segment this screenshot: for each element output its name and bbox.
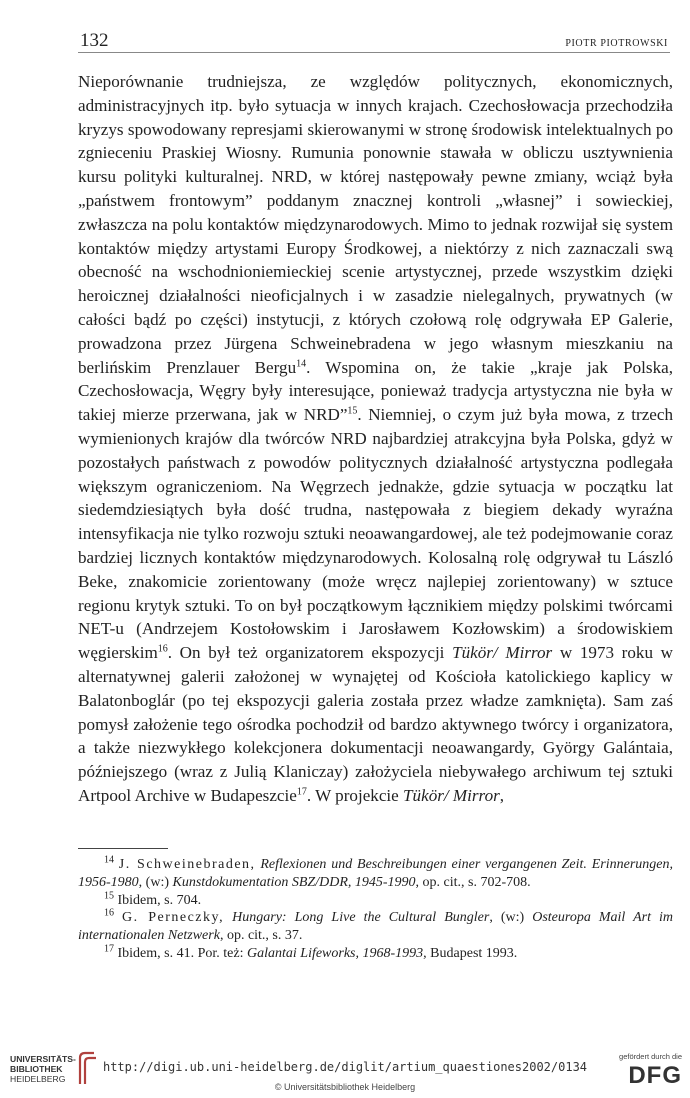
body-text-segment: . Niemniej, o czym już była mowa, z trzech wymienionych krajów dla twórców NRD najbardziej atrakcyjna była Polska, gdyż w pozostałych państwach z powodów politycznych działalność artystyczna podlegała większym ograniczeniom. Na Węgrzech jednakże, gdzie sytuacja w początku lat siedemdziesiątych była dość trudna, następowała z biegiem dekady wyraźna intensyfikacja nie tylko rozwoju sztuki neoawangardowej, ale też podejmowanie coraz bardziej licznych kontaktów międzynarodowych. Kolosalną rolę odgrywał tu László Beke, znakomicie zorientowany (może wręcz najlepiej zorientowany) w sztuce regionu krytyk sztuki. To on był początkowym łącznikiem między polskimi twórcami NET-u (Andrzejem Kostołowskim i Jarosławem Kozłowskim) a środowiskiem węgierskim <box>78 405 673 663</box>
funder-caption: gefördert durch die <box>619 1052 682 1061</box>
footnote-title: Hungary: Long Live the Cultural Bungler <box>232 910 490 926</box>
footnote-15 <box>78 889 673 910</box>
footnote-text: , (w:) <box>138 874 173 890</box>
copyright-notice: © Universitätsbibliothek Heidelberg <box>274 1082 416 1092</box>
footnote-text: Ibidem, s. 704. <box>117 892 202 908</box>
footnote-text: , (w:) <box>489 910 533 926</box>
footnote-title: Reflexionen und Beschreibungen einer vergangenen Zeit. Erinnerungen, 1956-1980 <box>78 857 673 890</box>
footnote-16 <box>78 909 673 945</box>
permalink-url[interactable]: http://digi.ub.uni-heidelberg.de/diglit/artium_quaestiones2002/0134 <box>102 1060 588 1074</box>
footnote-title: Galantai Lifeworks, 1968-1993 <box>247 945 424 961</box>
footnote-text: , op. cit., s. 37. <box>219 928 303 944</box>
body-text-segment: Nieporównanie trudniejsza, ze względów politycznych, ekonomicznych, administracyjnych itp. było sytuacja w innych krajach. Czechosłowacja przechodziła kryzys spowodowany represjami skierowanymi w stronę środowisk intelektualnych po zgnieceniu Praskiej Wiosny. Rumunia ponownie stawała w obliczu usztywnienia kursu polityki kulturalnej. NRD, w której następowały pewne zmiany, wciąż była „państwem frontowym” poddanym znacznej kontroli „własnej” i sowieckiej, zwłaszcza na polu kontaktów międzynarodowych. Mimo to jednak rozwijał się system kontaktów między artystami Europy Środkowej, a niektórzy z nich zaznaczali swą obecność na wschodnioniemieckiej scenie artystycznej, przede wszystkim dzięki heroicznej działalności nieoficjalnych i w zasadzie nielegalnych, prywatnych (w całości bądź po części) instytucji, z których czołową rolę odgrywała EP Galerie, prowadzona przez Jürgena Schweinebradena w jego własnym mieszkaniu na berlińskim Prenzlauer Bergu <box>78 72 673 377</box>
library-name-line: HEIDELBERG <box>10 1074 66 1084</box>
footnotes <box>78 856 673 963</box>
footnote-number: 16 <box>104 907 114 919</box>
exhibition-title: Tükör/ Mirror <box>452 643 553 663</box>
footnote-text: , Budapest 1993. <box>423 945 518 961</box>
body-text-segment: . W projekcie <box>306 785 404 805</box>
footnote-author: J. Schweinebraden, <box>118 857 256 872</box>
footnote-author: G. Perneczky, <box>122 910 225 926</box>
footnote-number: 15 <box>104 889 114 901</box>
footnote-14 <box>78 856 673 892</box>
body-paragraph <box>78 70 673 808</box>
digitization-footer <box>0 1040 690 1098</box>
footnote-ref[interactable]: 15 <box>347 405 358 417</box>
dfg-logo[interactable]: DFG <box>628 1062 682 1089</box>
footnote-source: Osteuropa Mail Art im internationalen Netzwerk <box>78 910 674 944</box>
exhibition-title: Tükör/ Mirror <box>403 785 500 805</box>
body-text-segment: . Wspomina on, że takie „kraje jak Polska, Czechosłowacja, Węgry były interesujące, ponieważ tradycja artystyczna nie była w takiej mierze przerwana, jak w NRD” <box>78 357 673 425</box>
running-head: PIOTR PIOTROWSKI <box>565 38 668 49</box>
footnote-ref[interactable]: 16 <box>157 643 168 655</box>
library-name-line: UNIVERSITÄTS- <box>10 1054 76 1064</box>
page-number: 132 <box>80 30 109 51</box>
footnote-number: 17 <box>104 943 114 955</box>
page-header <box>78 30 670 53</box>
footnote-ref[interactable]: 17 <box>296 786 307 798</box>
footnote-divider <box>78 848 168 849</box>
footnote-text: , op. cit., s. 702-708. <box>415 874 531 890</box>
body-text-segment: . On był też organizatorem ekspozycji <box>167 643 453 663</box>
footnote-17 <box>78 945 673 963</box>
footnote-text: Ibidem, s. 41. Por. też: <box>117 945 247 961</box>
footnote-source: Kunstdokumentation SBZ/DDR, 1945-1990 <box>172 874 416 890</box>
footnote-ref[interactable]: 14 <box>296 357 307 369</box>
library-name-line: BIBLIOTHEK <box>10 1064 63 1074</box>
body-text-segment: , <box>499 785 505 805</box>
footnote-number: 14 <box>104 854 114 866</box>
body-text-segment: w 1973 roku w alternatywnej galerii założonej w wynajętej od Kościoła katolickiego kaplicy w Balatonboglár (po tej ekspozycji galeria została przez władze zamknięta). Sam zaś pomysł założenie tego ośrodka pochodził od bardzo aktywnego twórcy i organizatora, a także niezwykłego kolekcjonera dokumentacji neoawangardy, György Galántaia, późniejszego (wraz z Julią Klaniczay) założyciela niebywałego archiwum tej sztuki Artpool Archive w Budapeszcie <box>78 643 673 805</box>
